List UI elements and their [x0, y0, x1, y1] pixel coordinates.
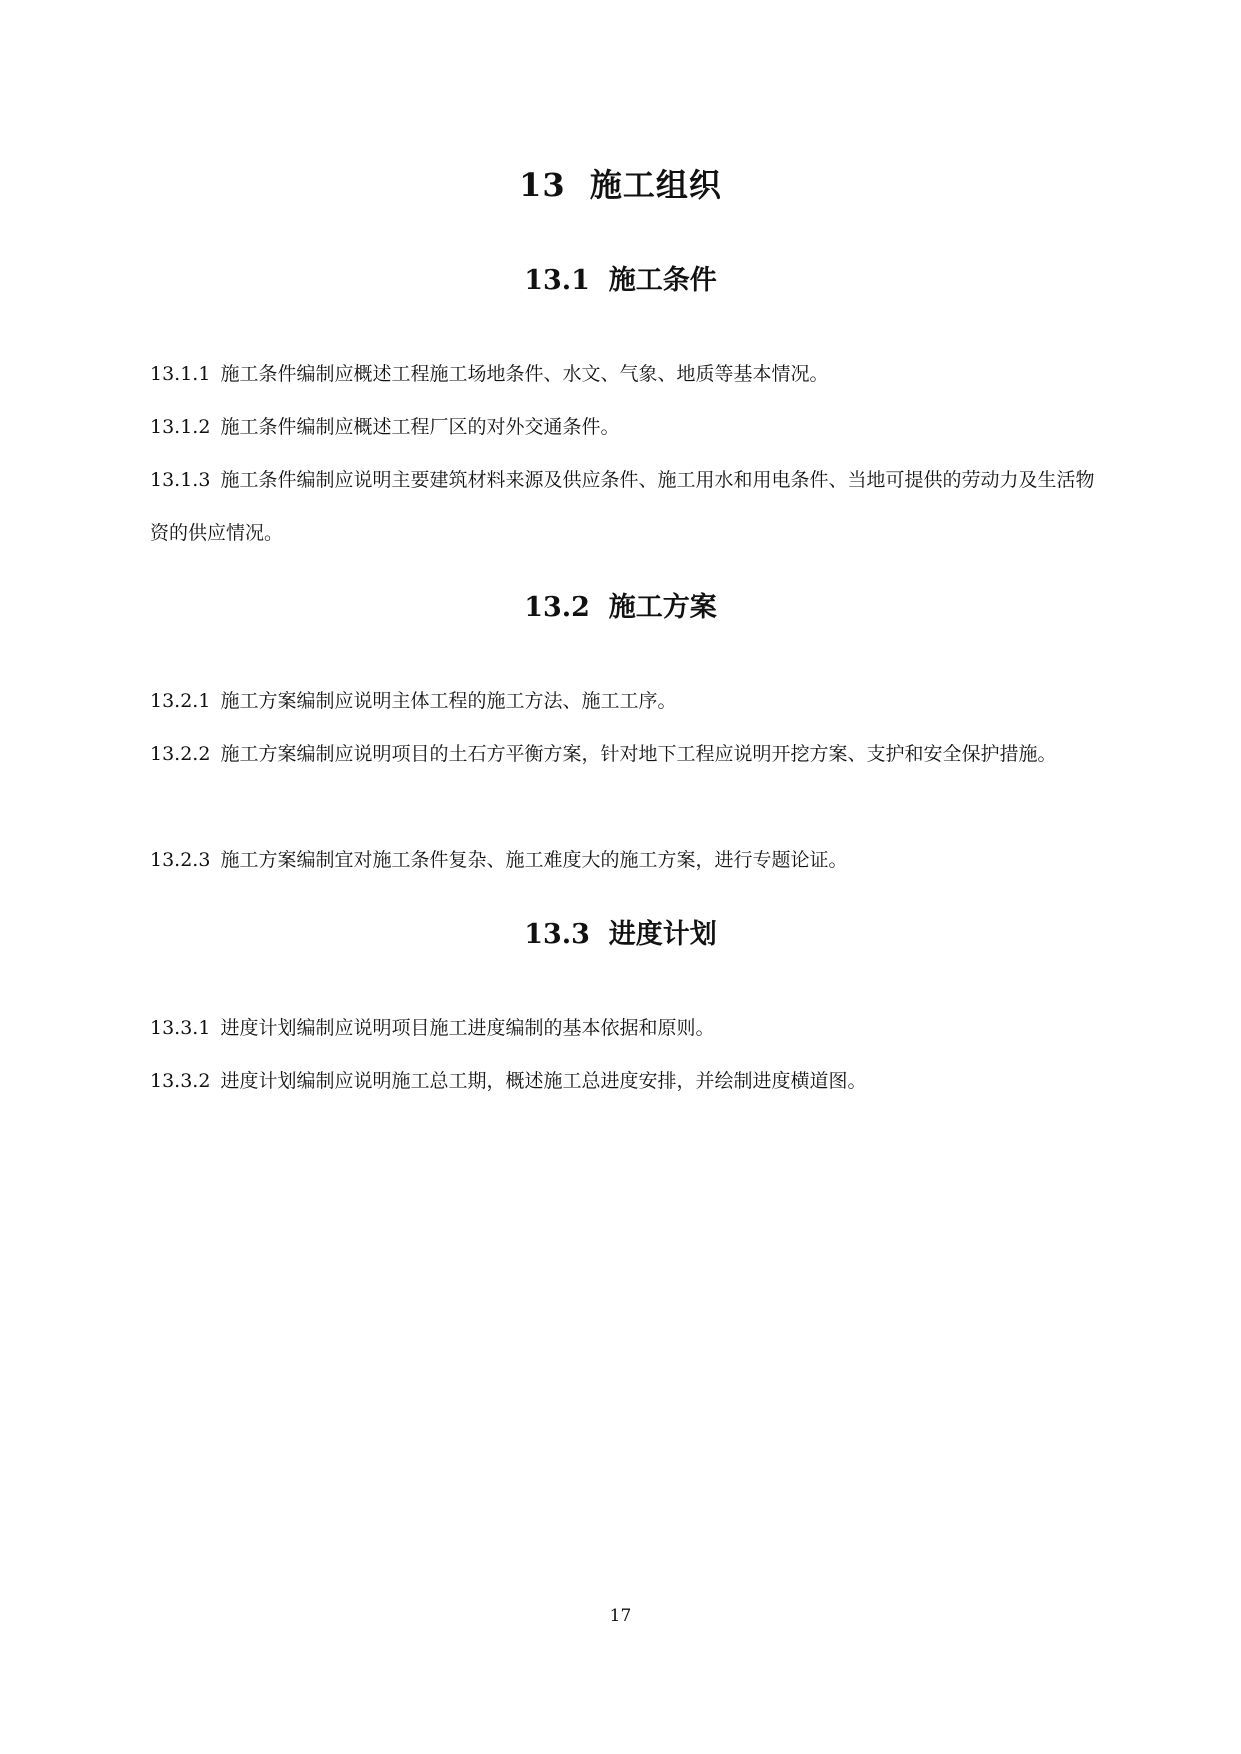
section-number: 13.2 [524, 592, 590, 623]
clause-number: 13.1.2 [150, 416, 211, 438]
section-title-text: 施工条件 [608, 265, 717, 296]
section-title-13-2 [0, 585, 1241, 624]
section-title-text: 进度计划 [608, 919, 717, 950]
clause-number: 13.1.3 [150, 469, 211, 491]
clause-13-1-2 [150, 401, 1100, 454]
clause-13-2-2 [150, 728, 1100, 781]
clause-13-2-3 [150, 834, 1100, 887]
page-number: 17 [609, 1606, 632, 1626]
section-title-13-3 [0, 912, 1241, 951]
clause-number: 13.3.2 [150, 1070, 211, 1092]
clause-text: 施工条件编制应概述工程施工场地条件、水文、气象、地质等基本情况。 [220, 363, 829, 385]
clause-text: 施工条件编制应说明主要建筑材料来源及供应条件、施工用水和用电条件、当地可提供的劳动力及生活物资的供应情况。 [150, 469, 1095, 544]
section-title-13-1 [0, 258, 1241, 297]
clause-text: 施工方案编制应说明项目的土石方平衡方案，针对地下工程应说明开挖方案、支护和安全保护措施。 [220, 743, 1057, 765]
clause-text: 施工方案编制宜对施工条件复杂、施工难度大的施工方案，进行专题论证。 [220, 849, 848, 871]
clause-number: 13.2.3 [150, 849, 211, 871]
section-number: 13.3 [524, 919, 590, 950]
section-title-text: 施工方案 [608, 592, 717, 623]
clause-13-3-1 [150, 1002, 1100, 1055]
clause-number: 13.2.1 [150, 690, 211, 712]
section-number: 13.1 [524, 265, 590, 296]
clause-text: 进度计划编制应说明施工总工期，概述施工总进度安排，并绘制进度横道图。 [220, 1070, 867, 1092]
clause-text: 施工方案编制应说明主体工程的施工方法、施工工序。 [220, 690, 677, 712]
clause-number: 13.1.1 [150, 363, 211, 385]
chapter-title [0, 160, 1241, 206]
chapter-title-text: 施工组织 [589, 166, 722, 204]
clause-number: 13.2.2 [150, 743, 211, 765]
clause-13-1-1 [150, 348, 1100, 401]
clause-13-1-3 [150, 454, 1100, 560]
clause-text: 进度计划编制应说明项目施工进度编制的基本依据和原则。 [220, 1017, 715, 1039]
clause-13-3-2 [150, 1055, 1100, 1108]
clause-number: 13.3.1 [150, 1017, 211, 1039]
chapter-number: 13 [519, 166, 566, 204]
clause-text: 施工条件编制应概述工程厂区的对外交通条件。 [220, 416, 620, 438]
clause-13-2-1 [150, 675, 1100, 728]
